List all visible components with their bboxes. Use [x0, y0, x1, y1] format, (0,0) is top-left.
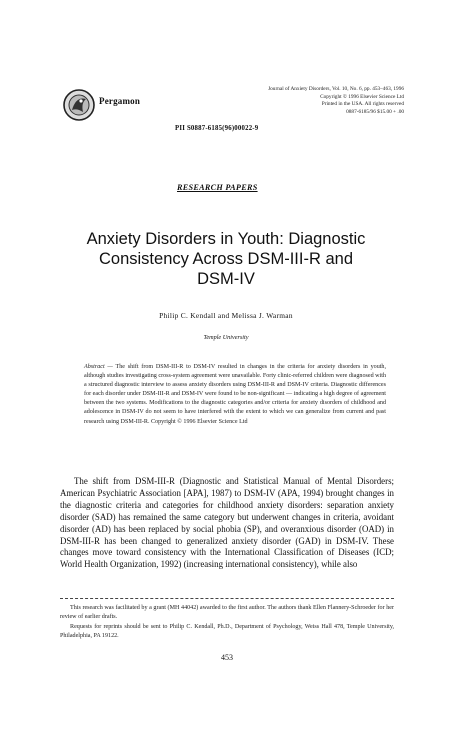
pii-identifier: PII S0887-6185(96)00022-9	[175, 125, 259, 132]
section-heading: RESEARCH PAPERS	[177, 183, 258, 192]
author-list: Philip C. Kendall and Melissa J. Warman	[159, 311, 293, 320]
journal-line: 0887-6185/96 $15.00 + .00	[346, 108, 404, 115]
publisher-logo	[62, 88, 96, 122]
article-title	[40, 229, 412, 289]
title-line: Anxiety Disorders in Youth: Diagnostic	[86, 230, 366, 248]
body-paragraph: The shift from DSM-III-R (Diagnostic and Statistical Manual of Mental Disorders; American Psychiatric Association [APA], 1987) to DSM-IV (APA, 1994) brought changes in the diagnostic criteria and categories for childhood anxiety disorders: separation anxiety disorder (SAD) has remained the same category but underwent changes in criteria, avoidant disorder (AD) has been replaced by social phobia (SP), and overanxious disorder (OAD) in DSM-III-R has been changed to generalized anxiety disorder (GAD) in DSM-IV. These changes move toward consistency with the International Classification of Diseases (ICD; World Health Organization, 1992) (increasing international consistency), while also	[60, 476, 394, 570]
footnote-divider	[60, 598, 394, 599]
journal-line: Journal of Anxiety Disorders, Vol. 10, No. 6, pp. 453–463, 1996	[268, 86, 404, 92]
footnote-funding: This research was facilitated by a grant (MH 44042) awarded to the first author. The authors thank Ellen Flannery-Schroeder for her review of earlier drafts.	[60, 605, 394, 620]
publisher-name: Pergamon	[99, 96, 141, 106]
title-line: Consistency Across DSM-III-R and	[99, 250, 353, 268]
title-line: DSM-IV	[197, 270, 255, 288]
abstract-lead: Abstract —	[84, 364, 113, 370]
journal-line: Copyright © 1996 Elsevier Science Ltd	[320, 93, 404, 100]
publisher-logo-icon	[62, 88, 96, 122]
footnotes	[60, 604, 394, 640]
author-affiliation: Temple University	[203, 334, 249, 341]
abstract-text: The shift from DSM-III-R to DSM-IV resulted in changes in the criteria for anxiety disorders in youth, although studies investigating cross-system agreement were unavailable. Forty clinic-referred children were diagnosed with a structured diagnostic interview to assess anxiety disorders using DSM-III-R and DSM-IV criteria. Diagnostic differences for each disorder under DSM-III-R and DSM-IV were found to be non-significant — indicating a high degree of agreement between the two systems. Modifications to the diagnostic categories and/or criteria for anxiety disorders of childhood and adolescence in DSM-IV do not seem to have interfered with the extent to which we can generalize from current and past research using DSM-III-R. Copyright © 1996 Elsevier Science Ltd	[84, 364, 386, 425]
abstract	[84, 363, 386, 427]
footnote-reprints: Requests for reprints should be sent to Philip C. Kendall, Ph.D., Department of Psychology, Weiss Hall 478, Temple University, Philadelphia, PA 19122.	[60, 624, 394, 639]
page-number: 453	[221, 653, 233, 662]
journal-citation	[220, 86, 404, 116]
journal-line: Printed in the USA. All rights reserved	[321, 101, 404, 108]
